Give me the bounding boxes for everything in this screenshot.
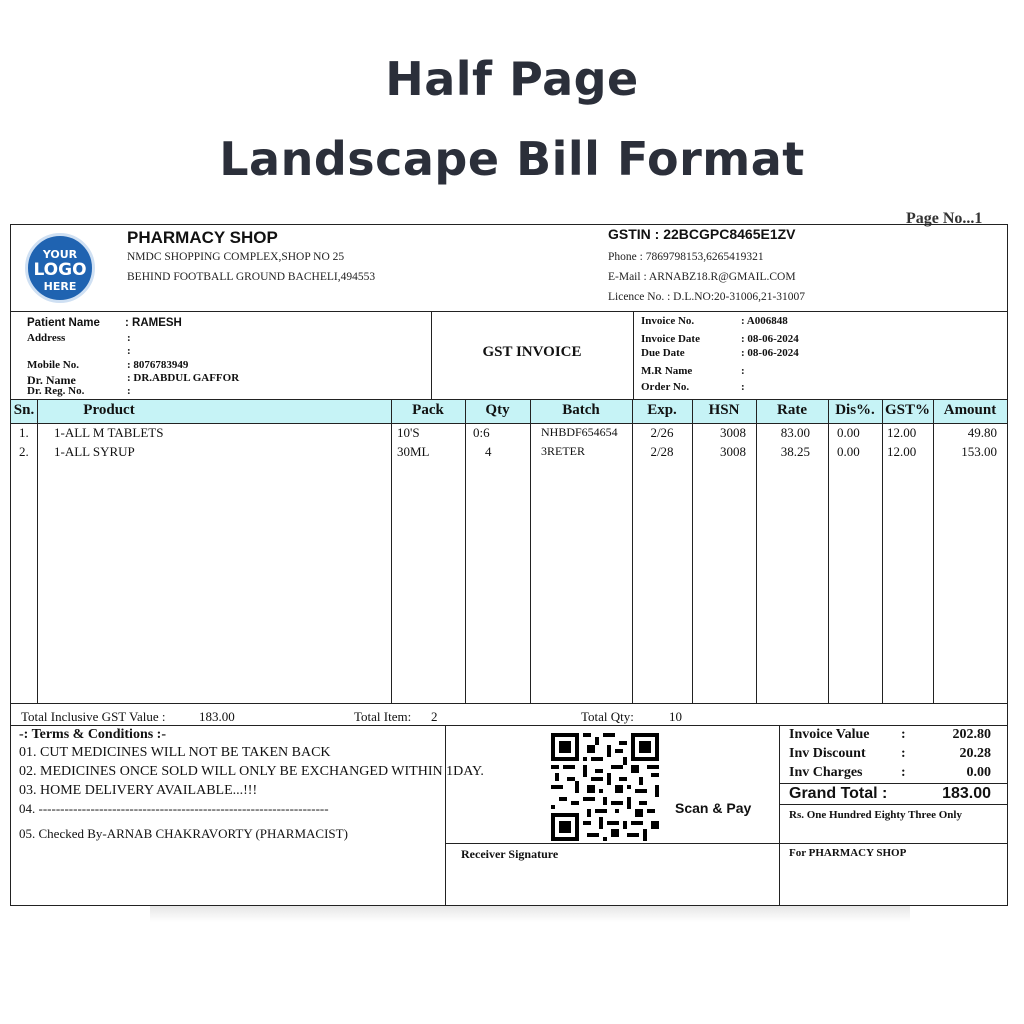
column-divider: [465, 399, 466, 703]
column-header-rate: Rate: [777, 402, 807, 418]
column-divider: [391, 399, 392, 703]
doctor-reg-value: :: [127, 385, 131, 397]
cell-product: 1-ALL SYRUP: [54, 444, 135, 459]
cell-pack: 30ML: [397, 444, 430, 459]
cell-discount: 0.00: [837, 444, 860, 459]
scan-pay-label: Scan & Pay: [675, 800, 752, 816]
qr-finder-top-right: [631, 733, 659, 761]
column-divider: [882, 399, 883, 703]
column-header-hsn: HSN: [708, 402, 740, 418]
divider: [11, 311, 1007, 312]
divider: [779, 725, 780, 905]
column-header-product: Product: [83, 402, 135, 418]
for-shop-label: For PHARMACY SHOP: [789, 847, 907, 859]
cell-qty: 4: [485, 444, 492, 459]
page-number: Page No...1: [906, 210, 983, 227]
terms-line-1: 01. CUT MEDICINES WILL NOT BE TAKEN BACK: [19, 745, 331, 760]
cell-gst: 12.00: [887, 425, 917, 440]
shop-address-1: NMDC SHOPPING COMPLEX,SHOP NO 25: [127, 251, 345, 263]
invoice-value: 202.80: [952, 727, 991, 742]
patient-name-label: Patient Name: [27, 317, 100, 329]
doctor-name-value: : DR.ABDUL GAFFOR: [127, 372, 240, 384]
cell-batch: 3RETER: [541, 444, 585, 458]
column-header-batch: Batch: [562, 402, 600, 418]
divider: [445, 843, 1007, 844]
inv-charges-colon: :: [901, 765, 906, 780]
headline-line-1: Half Page: [385, 52, 639, 106]
divider: [633, 311, 634, 399]
cell-rate: 83.00: [780, 425, 810, 440]
column-divider: [828, 399, 829, 703]
cell-rate: 38.25: [780, 444, 810, 459]
table-header: [11, 399, 1007, 424]
cell-hsn: 3008: [720, 444, 746, 459]
cell-amount: 153.00: [961, 444, 997, 459]
divider: [779, 804, 1007, 805]
column-header-amount: Amount: [943, 402, 997, 418]
grand-total-value: 183.00: [942, 785, 991, 802]
order-no-label: Order No.: [641, 381, 690, 393]
cell-batch: NHBDF654654: [541, 425, 618, 439]
divider: [11, 703, 1007, 704]
column-header-sn: Sn.: [13, 402, 35, 418]
cell-pack: 10'S: [397, 425, 420, 440]
qr-finder-bottom-left: [551, 813, 579, 841]
address-label: Address: [27, 332, 66, 344]
doctor-name-label: Dr. Name: [27, 373, 76, 387]
inv-discount-label: Inv Discount: [789, 746, 866, 761]
due-date-value: : 08-06-2024: [741, 347, 799, 359]
order-no-value: :: [741, 381, 745, 393]
cell-product: 1-ALL M TABLETS: [54, 425, 164, 440]
invoice-sheet: [10, 224, 1008, 906]
headline-line-2: Landscape Bill Format: [219, 132, 805, 186]
total-qty-value: 10: [669, 709, 682, 724]
amount-in-words: Rs. One Hundred Eighty Three Only: [789, 809, 962, 821]
terms-line-4: 04. -------------------------------------------------------------------: [19, 801, 329, 816]
terms-line-2: 02. MEDICINES ONCE SOLD WILL ONLY BE EXCHANGED WITHIN 1DAY.: [19, 764, 484, 779]
receiver-signature-label: Receiver Signature: [461, 847, 559, 861]
total-gst-label: Total Inclusive GST Value :: [21, 709, 166, 724]
invoice-title: GST INVOICE: [482, 344, 582, 360]
terms-line-3: 03. HOME DELIVERY AVAILABLE...!!!: [19, 783, 258, 798]
column-header-exp: Exp.: [647, 402, 677, 418]
mobile-label: Mobile No.: [27, 359, 79, 371]
inv-charges-value: 0.00: [966, 765, 991, 780]
invoice-value-colon: :: [901, 727, 906, 742]
shop-name: PHARMACY SHOP: [127, 228, 278, 247]
cell-hsn: 3008: [720, 425, 746, 440]
divider: [779, 783, 1007, 784]
paper-shadow: [150, 906, 910, 922]
cell-amount: 49.80: [967, 425, 997, 440]
payment-qr-code: [551, 733, 659, 841]
cell-exp: 2/28: [650, 444, 674, 459]
shop-licence: Licence No. : D.L.NO:20-31006,21-31007: [608, 291, 806, 303]
total-item-label: Total Item:: [354, 709, 412, 724]
column-header-gst: GST%: [884, 402, 930, 418]
invoice-date-label: Invoice Date: [641, 333, 700, 345]
divider: [11, 725, 1007, 726]
inv-discount-value: 20.28: [959, 746, 991, 761]
total-qty-label: Total Qty:: [581, 709, 634, 724]
inv-discount-colon: :: [901, 746, 906, 761]
grand-total-label: Grand Total :: [789, 785, 888, 802]
terms-line-5: 05. Checked By-ARNAB CHAKRAVORTY (PHARMACIST): [19, 826, 348, 841]
due-date-label: Due Date: [641, 347, 685, 359]
shop-gstin: GSTIN : 22BCGPC8465E1ZV: [608, 226, 796, 242]
shop-email: E-Mail : ARNABZ18.R@GMAIL.COM: [608, 271, 796, 283]
cell-sn: 1.: [19, 425, 29, 440]
mr-name-label: M.R Name: [641, 365, 693, 377]
mobile-value: : 8076783949: [127, 359, 189, 371]
doctor-reg-label: Dr. Reg. No.: [27, 385, 85, 397]
logo-text-3: HERE: [43, 280, 77, 293]
divider: [445, 725, 446, 905]
column-header-discount: Dis%.: [835, 402, 875, 418]
logo-text-1: YOUR: [42, 248, 78, 261]
shop-phone: Phone : 7869798153,6265419321: [608, 251, 764, 263]
cell-gst: 12.00: [887, 444, 917, 459]
invoice-no-label: Invoice No.: [641, 315, 695, 327]
logo-badge: [25, 233, 95, 303]
column-divider: [530, 399, 531, 703]
address-value-2: :: [127, 345, 131, 357]
logo-text-2: LOGO: [33, 260, 87, 280]
patient-name-value: : RAMESH: [125, 317, 182, 329]
total-gst-value: 183.00: [199, 709, 235, 724]
column-header-qty: Qty: [485, 402, 510, 418]
inv-charges-label: Inv Charges: [789, 765, 863, 780]
address-value: :: [127, 332, 131, 344]
cell-exp: 2/26: [650, 425, 674, 440]
terms-title: -: Terms & Conditions :-: [19, 727, 167, 742]
qr-finder-top-left: [551, 733, 579, 761]
cell-qty: 0:6: [473, 425, 490, 440]
invoice-value-label: Invoice Value: [789, 727, 870, 742]
shop-address-2: BEHIND FOOTBALL GROUND BACHELI,494553: [127, 271, 376, 283]
cell-sn: 2.: [19, 444, 29, 459]
column-divider: [37, 399, 38, 703]
column-header-pack: Pack: [412, 402, 444, 418]
total-item-value: 2: [431, 709, 438, 724]
invoice-no-value: : A006848: [741, 315, 788, 327]
invoice-date-value: : 08-06-2024: [741, 333, 799, 345]
mr-name-value: :: [741, 365, 745, 377]
cell-discount: 0.00: [837, 425, 860, 440]
